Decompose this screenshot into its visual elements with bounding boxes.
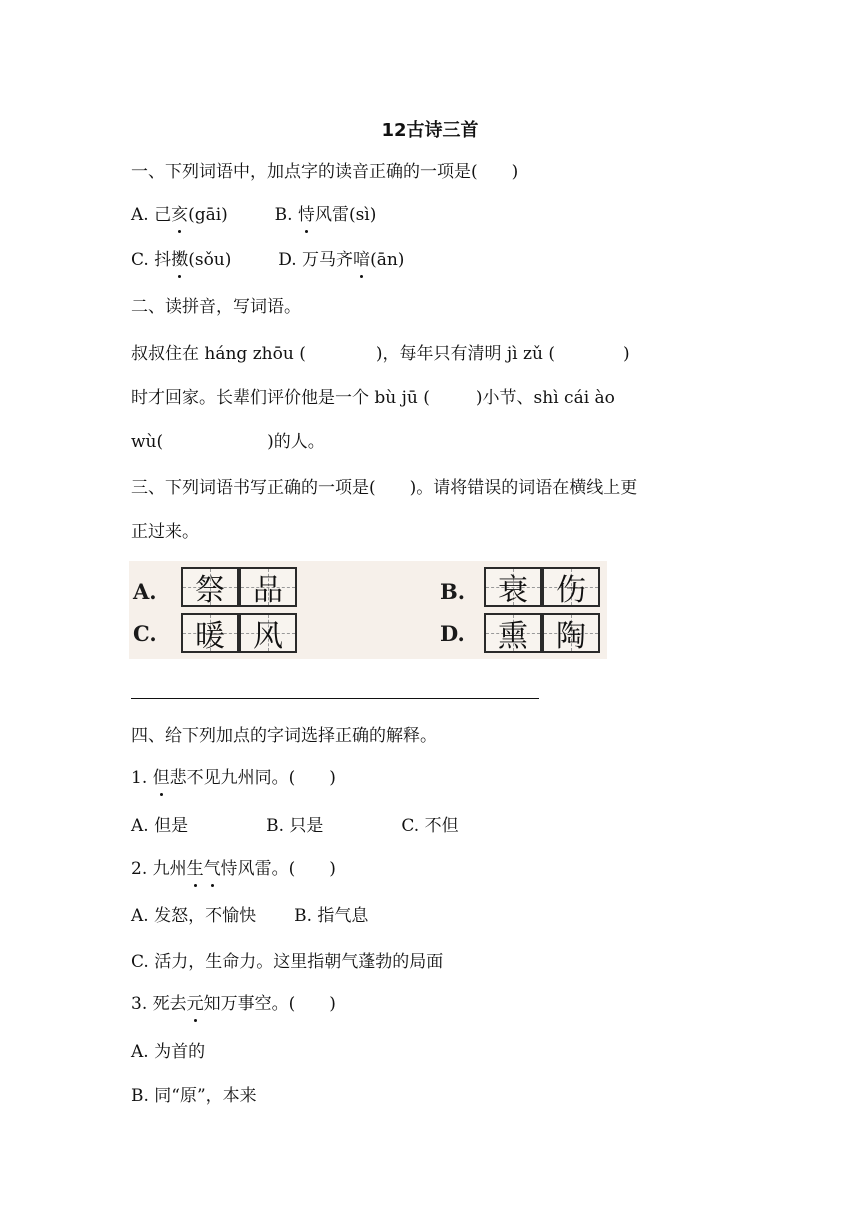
question-1-options [131,814,459,838]
emphasis-dot-char: 亥 [171,205,189,225]
section-4-heading: 四、给下列加点的字词选择正确的解释。 [131,726,437,746]
s1-option-row-2 [131,248,404,272]
q1-option-a: A. 但是 [131,816,189,836]
q2-option-c: C. 活力，生命力。这里指朝气蓬勃的局面 [131,952,444,972]
emphasis-dot-char: 擞 [171,250,189,270]
s2-line-3: wù( )的人。 [131,432,325,452]
option-d-char-2: 陶 [542,613,600,653]
q1-option-c: C. 不但 [401,816,459,836]
emphasis-dot-char: 恃 [297,205,315,225]
option-d-char-1: 熏 [484,613,542,653]
question-3: 3. 死去元知万事空。( ) [131,994,336,1014]
s2-line-2: 时才回家。长辈们评价他是一个 bù jū ( )小节、shì cái ào [131,388,615,408]
s1-option-c: C. 抖擞(sǒu) [131,250,232,270]
question-2-options-row-1 [131,904,368,928]
q3-option-b: B. 同“原”，本来 [131,1086,257,1106]
s1-option-a: A. 己亥(gāi) [131,205,228,225]
option-c-char-2: 风 [239,613,297,653]
s1-option-d: D. 万马齐喑(ān) [278,250,405,270]
s2-line-1: 叔叔住在 háng zhōu ( )，每年只有清明 jì zǔ ( ) [131,344,630,364]
option-b-char-2: 伤 [542,567,600,607]
option-a-label: A. [133,579,157,604]
section-2-heading: 二、读拼音，写词语。 [131,297,301,317]
s1-option-row-1 [131,203,376,227]
option-b-label: B. [440,579,466,604]
option-d-label: D. [440,621,465,646]
page-title: 12古诗三首 [381,120,479,141]
emphasis-dot-char: 但 [152,768,170,788]
option-c-char-1: 暖 [181,613,239,653]
s1-option-b: B. 恃风雷(sì) [274,205,377,225]
q1-option-b: B. 只是 [266,816,324,836]
section-3-heading-line-1: 三、下列词语书写正确的一项是( )。请将错误的词语在横线上更 [131,478,638,498]
option-b-char-1: 衰 [484,567,542,607]
q3-option-a: A. 为首的 [131,1042,206,1062]
q2-option-b: B. 指气息 [294,906,369,926]
option-c-label: C. [133,621,157,646]
emphasis-dot-char: 生 [186,859,204,879]
q2-option-a: A. 发怒，不愉快 [131,906,257,926]
emphasis-dot-char: 喑 [353,250,371,270]
section-1-heading: 一、下列词语中，加点字的读音正确的一项是( ) [131,162,519,182]
answer-line [131,698,539,699]
emphasis-dot-char: 气 [203,859,221,879]
emphasis-dot-char: 元 [186,994,204,1014]
word-options-figure [129,561,607,659]
section-3-heading-line-2: 正过来。 [131,522,199,542]
option-a-char-2: 品 [239,567,297,607]
question-2: 2. 九州生气恃风雷。( ) [131,859,336,879]
question-1: 1. 但悲不见九州同。( ) [131,768,336,788]
option-a-char-1: 祭 [181,567,239,607]
